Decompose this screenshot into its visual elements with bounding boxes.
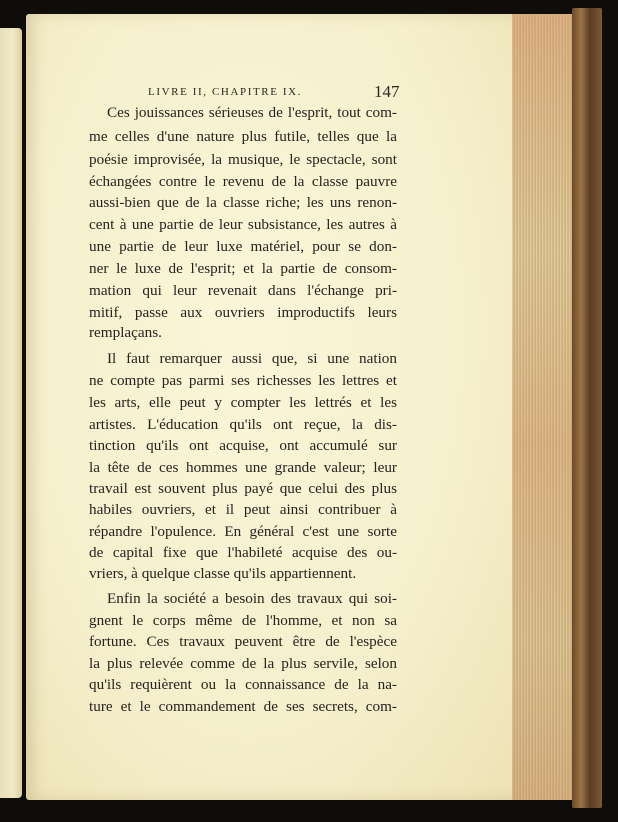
text-line: gnent le corps même de l'homme, et non sa <box>89 612 397 629</box>
text-line: les arts, elle peut y compter les lettrés et les <box>89 394 397 411</box>
text-line: mitif, passe aux ouvriers improductifs leurs <box>89 304 397 321</box>
text-line: artistes. L'éducation qu'ils ont reçue, la dis- <box>89 416 397 433</box>
text-line: vriers, à quelque classe qu'ils appartiennent. <box>89 565 357 582</box>
text-line: travail est souvent plus payé que celui des plus <box>89 480 397 497</box>
text-line: cent à une partie de leur subsistance, les autres à <box>89 216 397 233</box>
text-line: Enfin la société a besoin des travaux qui soi- <box>107 590 397 607</box>
running-head <box>148 84 398 104</box>
text-line: poésie improvisée, la musique, le spectacle, sont <box>89 151 397 168</box>
text-line: aussi-bien que de la classe riche; les uns renon- <box>89 194 397 211</box>
page-fore-edge <box>512 14 574 800</box>
marbled-cover <box>572 8 602 808</box>
text-line: Il faut remarquer aussi que, si une nation <box>107 350 397 367</box>
text-line: habiles ouvriers, et il peut ainsi contribuer à <box>89 501 397 518</box>
text-line: qu'ils requièrent ou la connaissance de la na- <box>89 676 397 693</box>
text-line: ture et le commandement de ses secrets, com- <box>89 698 397 715</box>
text-line: Ces jouissances sérieuses de l'esprit, tout com- <box>107 104 397 121</box>
text-line: une partie de leur luxe matériel, pour se don- <box>89 238 397 255</box>
text-line: de capital fixe que l'habileté acquise des ou- <box>89 544 397 561</box>
text-line: la tête de ces hommes une grande valeur; leur <box>89 459 397 476</box>
text-line: ne compte pas parmi ses richesses les lettres et <box>89 372 397 389</box>
text-line: remplaçans. <box>89 324 162 341</box>
chapter-title: LIVRE II, CHAPITRE IX. <box>148 86 303 98</box>
text-line: échangées contre le revenu de la classe pauvre <box>89 173 397 190</box>
left-page-edge <box>0 28 22 798</box>
text-line: mation qui leur revenait dans l'échange pri- <box>89 282 397 299</box>
text-line: tinction qu'ils ont acquise, ont accumulé sur <box>89 437 397 454</box>
text-line: la plus relevée comme de la plus servile, selon <box>89 655 397 672</box>
text-line: répandre l'opulence. En général c'est une sorte <box>89 523 397 540</box>
text-line: me celles d'une nature plus futile, telles que la <box>89 128 397 145</box>
page-number: 147 <box>374 82 400 101</box>
text-line: fortune. Ces travaux peuvent être de l'espèce <box>89 633 397 650</box>
text-line: ner le luxe de l'esprit; et la partie de consom- <box>89 260 397 277</box>
